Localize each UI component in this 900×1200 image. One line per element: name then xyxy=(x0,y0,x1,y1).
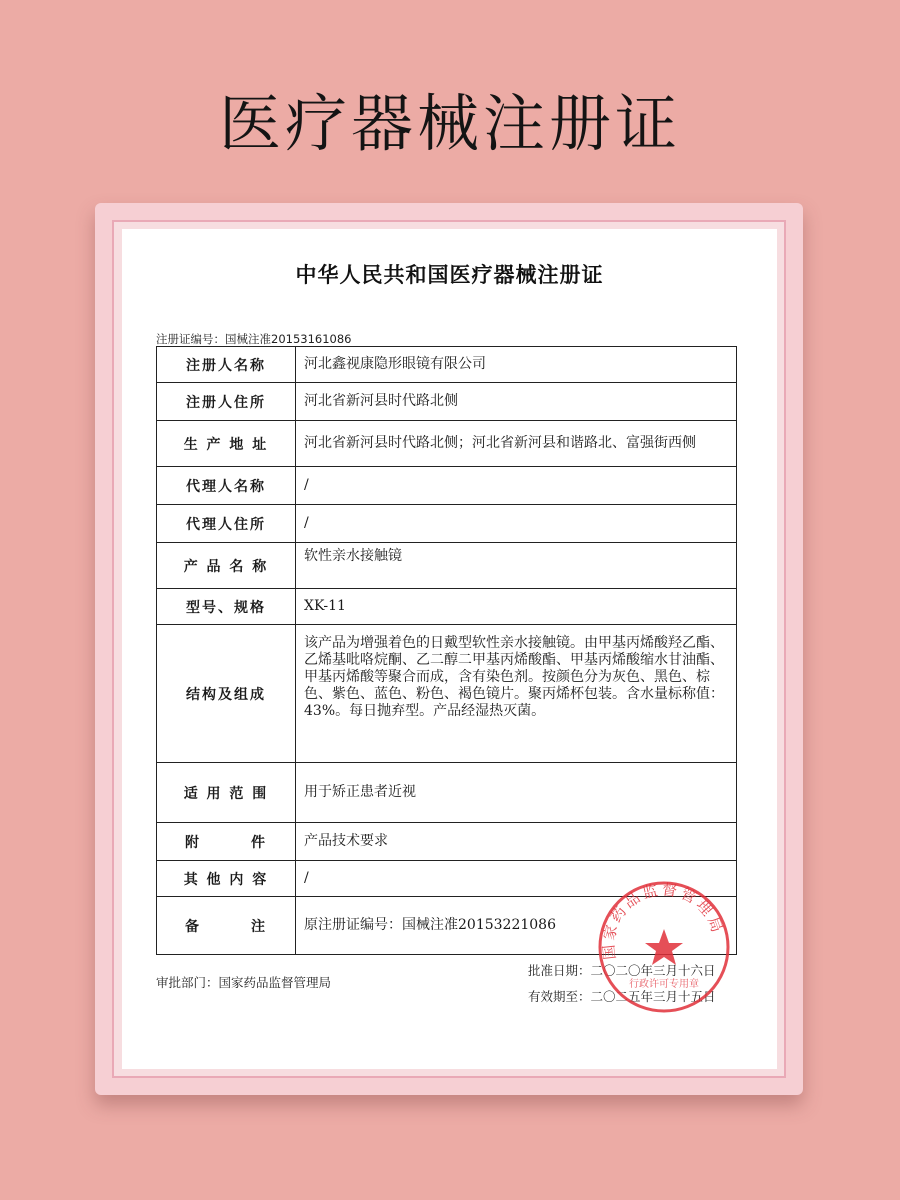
table-row xyxy=(157,823,737,861)
row-value: 用于矫正患者近视 xyxy=(296,763,737,823)
row-value: XK-11 xyxy=(296,589,737,625)
row-label-right: 注 xyxy=(251,918,267,935)
row-label: 代理人名称 xyxy=(157,467,296,505)
approver xyxy=(156,973,331,991)
row-value: / xyxy=(296,861,737,897)
seal-text: 国家药品监督管理局 xyxy=(599,880,728,961)
expiry-date-value: 二〇二五年三月十五日 xyxy=(590,989,716,1004)
row-label: 注册人名称 xyxy=(157,347,296,383)
table-row xyxy=(157,347,737,383)
row-label xyxy=(157,823,296,861)
seal-sub-text: 行政许可专用章 xyxy=(629,979,699,990)
row-label: 产 品 名 称 xyxy=(157,543,296,589)
page-heading: 医疗器械注册证 xyxy=(218,87,681,160)
registration-number xyxy=(156,331,351,347)
table-row xyxy=(157,763,737,823)
row-label: 代理人住所 xyxy=(157,505,296,543)
row-label: 型号、规格 xyxy=(157,589,296,625)
row-value: 河北省新河县时代路北侧 xyxy=(296,383,737,421)
table-row xyxy=(157,383,737,421)
expiry-date-label: 有效期至： xyxy=(528,989,591,1004)
row-label-left: 附 xyxy=(185,834,201,851)
row-value: 软性亲水接触镜 xyxy=(296,543,737,589)
row-label: 适 用 范 围 xyxy=(157,763,296,823)
row-label: 注册人住所 xyxy=(157,383,296,421)
row-value: 河北省新河县时代路北侧；河北省新河县和谐路北、富强街西侧 xyxy=(296,421,737,467)
table-row xyxy=(157,421,737,467)
row-value: 该产品为增强着色的日戴型软性亲水接触镜。由甲基丙烯酸羟乙酯、乙烯基吡咯烷酮、乙二醇二甲基丙烯酸酯、甲基丙烯酸缩水甘油酯、甲基丙烯酸等聚合而成，含有染色剂。按颜色分为灰色、黑色、棕色、紫色、蓝色、粉色、褐色镜片。聚丙烯杯包装。含水量标称值：43%。每日抛弃型。产品经湿热灭菌。 xyxy=(296,625,737,763)
row-value: / xyxy=(296,505,737,543)
row-value: 原注册证编号：国械注准20153221086 xyxy=(296,897,737,955)
row-value: / xyxy=(296,467,737,505)
table-row xyxy=(157,625,737,763)
row-label-left: 备 xyxy=(185,918,201,935)
row-label: 结构及组成 xyxy=(157,625,296,763)
approval-date-label: 批准日期： xyxy=(528,963,591,978)
registration-number-value: 国械注准20153161086 xyxy=(225,332,352,346)
row-label-right: 件 xyxy=(251,834,267,851)
approver-label: 审批部门： xyxy=(156,975,219,990)
row-value: 产品技术要求 xyxy=(296,823,737,861)
table-row xyxy=(157,505,737,543)
certificate-title: 中华人民共和国医疗器械注册证 xyxy=(295,263,604,287)
approval-date-value: 二〇二〇年三月十六日 xyxy=(590,963,716,978)
row-label: 其 他 内 容 xyxy=(157,861,296,897)
approver-value: 国家药品监督管理局 xyxy=(218,975,332,990)
official-seal-icon xyxy=(594,877,734,1017)
certificate-table xyxy=(156,346,737,955)
table-row xyxy=(157,467,737,505)
row-value: 河北鑫视康隐形眼镜有限公司 xyxy=(296,347,737,383)
row-label xyxy=(157,897,296,955)
registration-number-label: 注册证编号： xyxy=(156,332,225,346)
certificate-paper xyxy=(122,229,777,1069)
row-label: 生 产 地 址 xyxy=(157,421,296,467)
table-row xyxy=(157,589,737,625)
table-row xyxy=(157,543,737,589)
